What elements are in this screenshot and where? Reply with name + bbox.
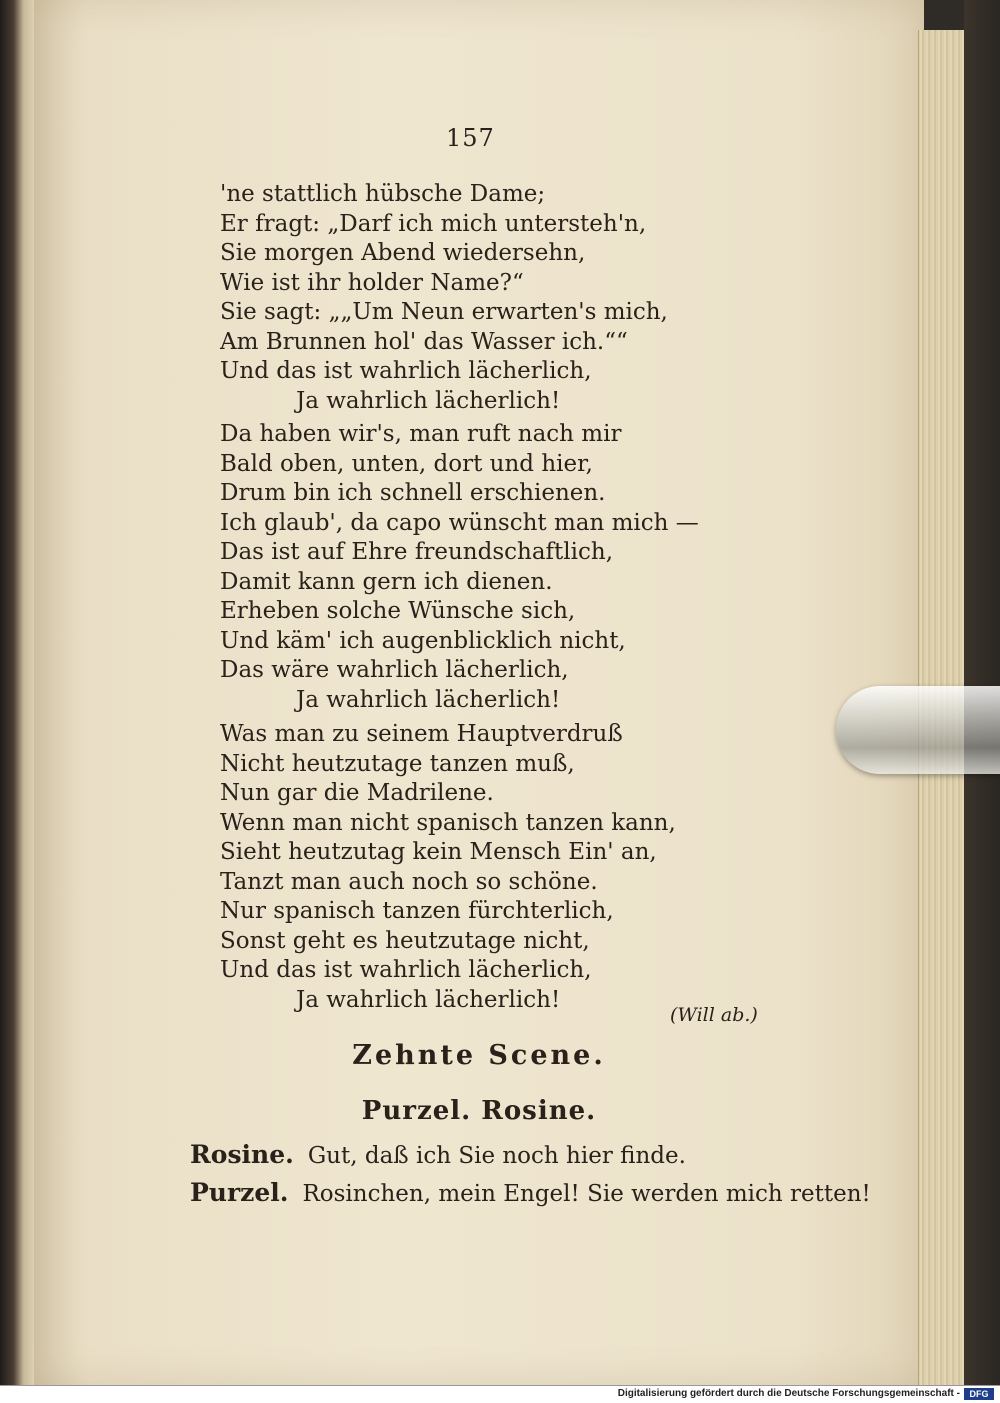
verse-line: Da haben wir's, man ruft nach mir — [220, 421, 622, 447]
verse-line: Und das ist wahrlich lächerlich, — [220, 957, 592, 983]
verse-line: Nicht heutzutage tanzen muß, — [220, 750, 575, 777]
verse-line: Und käm' ich augenblicklich nicht, — [220, 627, 626, 654]
verse-line: Und das ist wahrlich lächerlich, — [220, 358, 592, 384]
stage-direction: (Will ab.) — [670, 1004, 758, 1026]
verse-line: Drum bin ich schnell erschienen. — [220, 480, 606, 506]
verse-line-refrain: Ja wahrlich lächerlich! — [296, 387, 561, 414]
speaker-name: Rosine. — [190, 1140, 294, 1169]
stanza-3 — [220, 720, 676, 1015]
dialog-text: Gut, daß ich Sie noch hier finde. — [307, 1143, 686, 1169]
verse-line: Das ist auf Ehre freundschaftlich, — [220, 539, 613, 565]
verse-line: Was man zu seinem Hauptverdruß — [220, 721, 623, 747]
footer-credit: Digitalisierung gefördert durch die Deutsche Forschungsgemeinschaft - — [617, 1388, 960, 1399]
verse-line: Nur spanisch tanzen fürchterlich, — [220, 898, 614, 924]
dialog-text: Rosinchen, mein Engel! Sie werden mich retten! — [302, 1181, 871, 1207]
verse-line: Er fragt: „Darf ich mich untersteh'n, — [220, 210, 647, 237]
verse-line: Sonst geht es heutzutage nicht, — [220, 927, 590, 954]
page-number: 157 — [446, 124, 495, 152]
verse-line: Tanzt man auch noch so schöne. — [220, 868, 598, 895]
stanza-1 — [220, 180, 668, 416]
speaker-name: Purzel. — [190, 1178, 289, 1207]
verse-line: Erheben solche Wünsche sich, — [220, 598, 576, 624]
verse-line-refrain: Ja wahrlich lächerlich! — [296, 686, 561, 713]
verse-line: Sie morgen Abend wiedersehn, — [220, 240, 586, 266]
scene-title: Zehnte Scene. — [352, 1040, 606, 1071]
verse-line: Wie ist ihr holder Name?“ — [220, 269, 524, 296]
stanza-2 — [220, 420, 699, 715]
verse-line: Ich glaub', da capo wünscht man mich — — [220, 509, 699, 536]
dialog-line — [190, 1140, 686, 1169]
verse-line: Das wäre wahrlich lächerlich, — [220, 657, 569, 683]
verse-line: Am Brunnen hol' das Wasser ich.““ — [220, 328, 628, 355]
verse-line: 'ne stattlich hübsche Dame; — [220, 181, 546, 207]
page-clip — [836, 686, 1000, 774]
verse-line: Wenn man nicht spanisch tanzen kann, — [220, 809, 676, 836]
book-page — [34, 0, 924, 1385]
dialog-line — [190, 1178, 871, 1207]
dfg-logo: DFG — [964, 1388, 994, 1400]
verse-line-refrain: Ja wahrlich lächerlich! — [296, 986, 561, 1013]
verse-line: Sie sagt: „„Um Neun erwarten's mich, — [220, 299, 668, 325]
scene-characters: Purzel. Rosine. — [361, 1096, 597, 1126]
verse-line: Nun gar die Madrilene. — [220, 780, 494, 806]
verse-line: Damit kann gern ich dienen. — [220, 568, 553, 595]
adjacent-page-edge — [0, 0, 34, 1385]
verse-line: Sieht heutzutag kein Mensch Ein' an, — [220, 839, 657, 865]
verse-line: Bald oben, unten, dort und hier, — [220, 450, 593, 477]
footer-bar — [0, 1385, 1000, 1403]
